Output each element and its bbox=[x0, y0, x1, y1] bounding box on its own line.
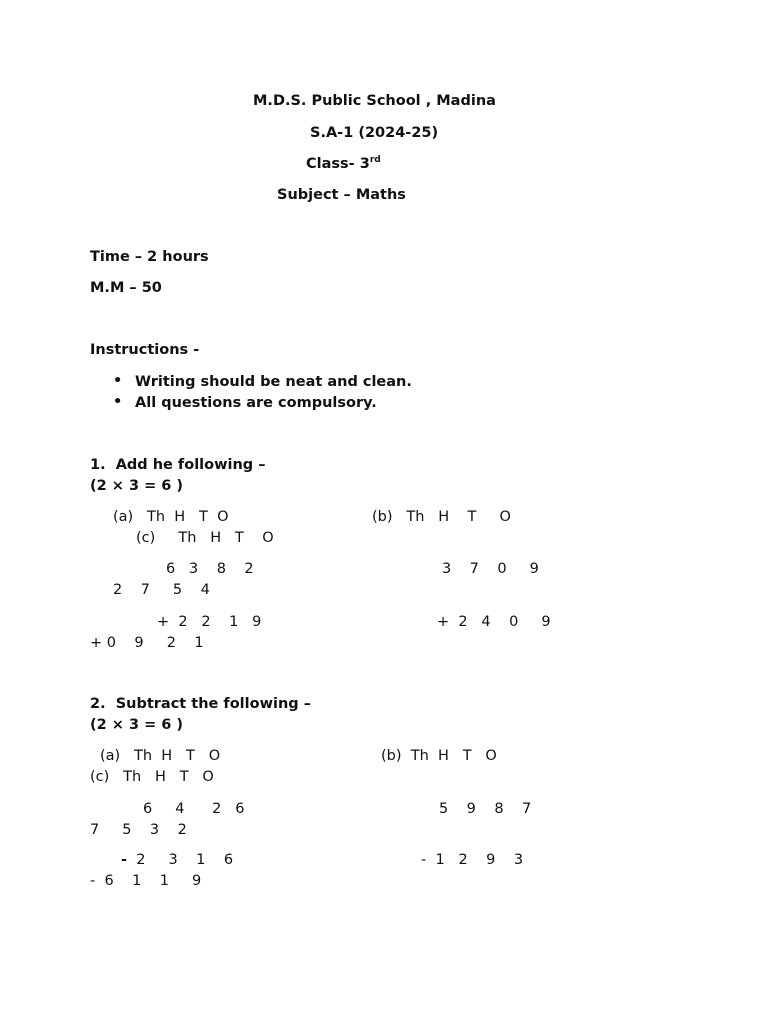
q1-title: 1. Add he following – bbox=[90, 457, 266, 473]
q2-a-row1: 6 4 2 6 bbox=[143, 801, 245, 817]
q2-c-row1: 7 5 3 2 bbox=[90, 822, 187, 838]
q2-c-place-labels: (c) Th H T O bbox=[90, 769, 214, 785]
q2-title: 2. Subtract the following – bbox=[90, 696, 311, 712]
q1-a-row1: 6 3 8 2 bbox=[166, 561, 254, 577]
time-line: Time – 2 hours bbox=[90, 249, 209, 265]
q1-c-row2: + 0 9 2 1 bbox=[90, 635, 204, 651]
q2-a-row2-digits: 2 3 1 6 bbox=[127, 852, 234, 868]
q2-b-place-labels: (b) Th H T O bbox=[381, 748, 497, 764]
q2-c-row2: - 6 1 1 9 bbox=[90, 873, 202, 889]
q2-b-row2: - 1 2 9 3 bbox=[421, 852, 524, 868]
instructions-heading: Instructions - bbox=[90, 342, 200, 358]
bullet-icon: • bbox=[113, 394, 123, 410]
q1-b-row2: + 2 4 0 9 bbox=[437, 614, 551, 630]
subject-line: Subject – Maths bbox=[277, 187, 406, 203]
q1-b-row1: 3 7 0 9 bbox=[442, 561, 539, 577]
bullet-icon: • bbox=[113, 373, 123, 389]
q1-c-place-labels: (c) Th H T O bbox=[136, 530, 274, 546]
instruction-item: All questions are compulsory. bbox=[135, 395, 377, 411]
q1-b-place-labels: (b) Th H T O bbox=[372, 509, 511, 525]
school-name: M.D.S. Public School , Madina bbox=[253, 93, 496, 109]
q2-marks: (2 × 3 = 6 ) bbox=[90, 717, 184, 733]
class-line bbox=[306, 155, 381, 173]
max-marks-line: M.M – 50 bbox=[90, 280, 162, 296]
q2-a-row2 bbox=[121, 851, 233, 869]
class-text: Class- 3 bbox=[306, 156, 370, 172]
minus-sign: - bbox=[121, 852, 128, 868]
q2-b-row1: 5 9 8 7 bbox=[439, 801, 532, 817]
q1-marks: (2 × 3 = 6 ) bbox=[90, 478, 184, 494]
q1-a-row2: + 2 2 1 9 bbox=[157, 614, 262, 630]
instruction-item: Writing should be neat and clean. bbox=[135, 374, 412, 390]
q1-a-place-labels: (a) Th H T O bbox=[113, 509, 229, 525]
class-ordinal: rd bbox=[369, 155, 381, 166]
q2-a-place-labels: (a) Th H T O bbox=[100, 748, 221, 764]
exam-title: S.A-1 (2024-25) bbox=[310, 125, 439, 141]
q1-c-row1: 2 7 5 4 bbox=[113, 582, 210, 598]
